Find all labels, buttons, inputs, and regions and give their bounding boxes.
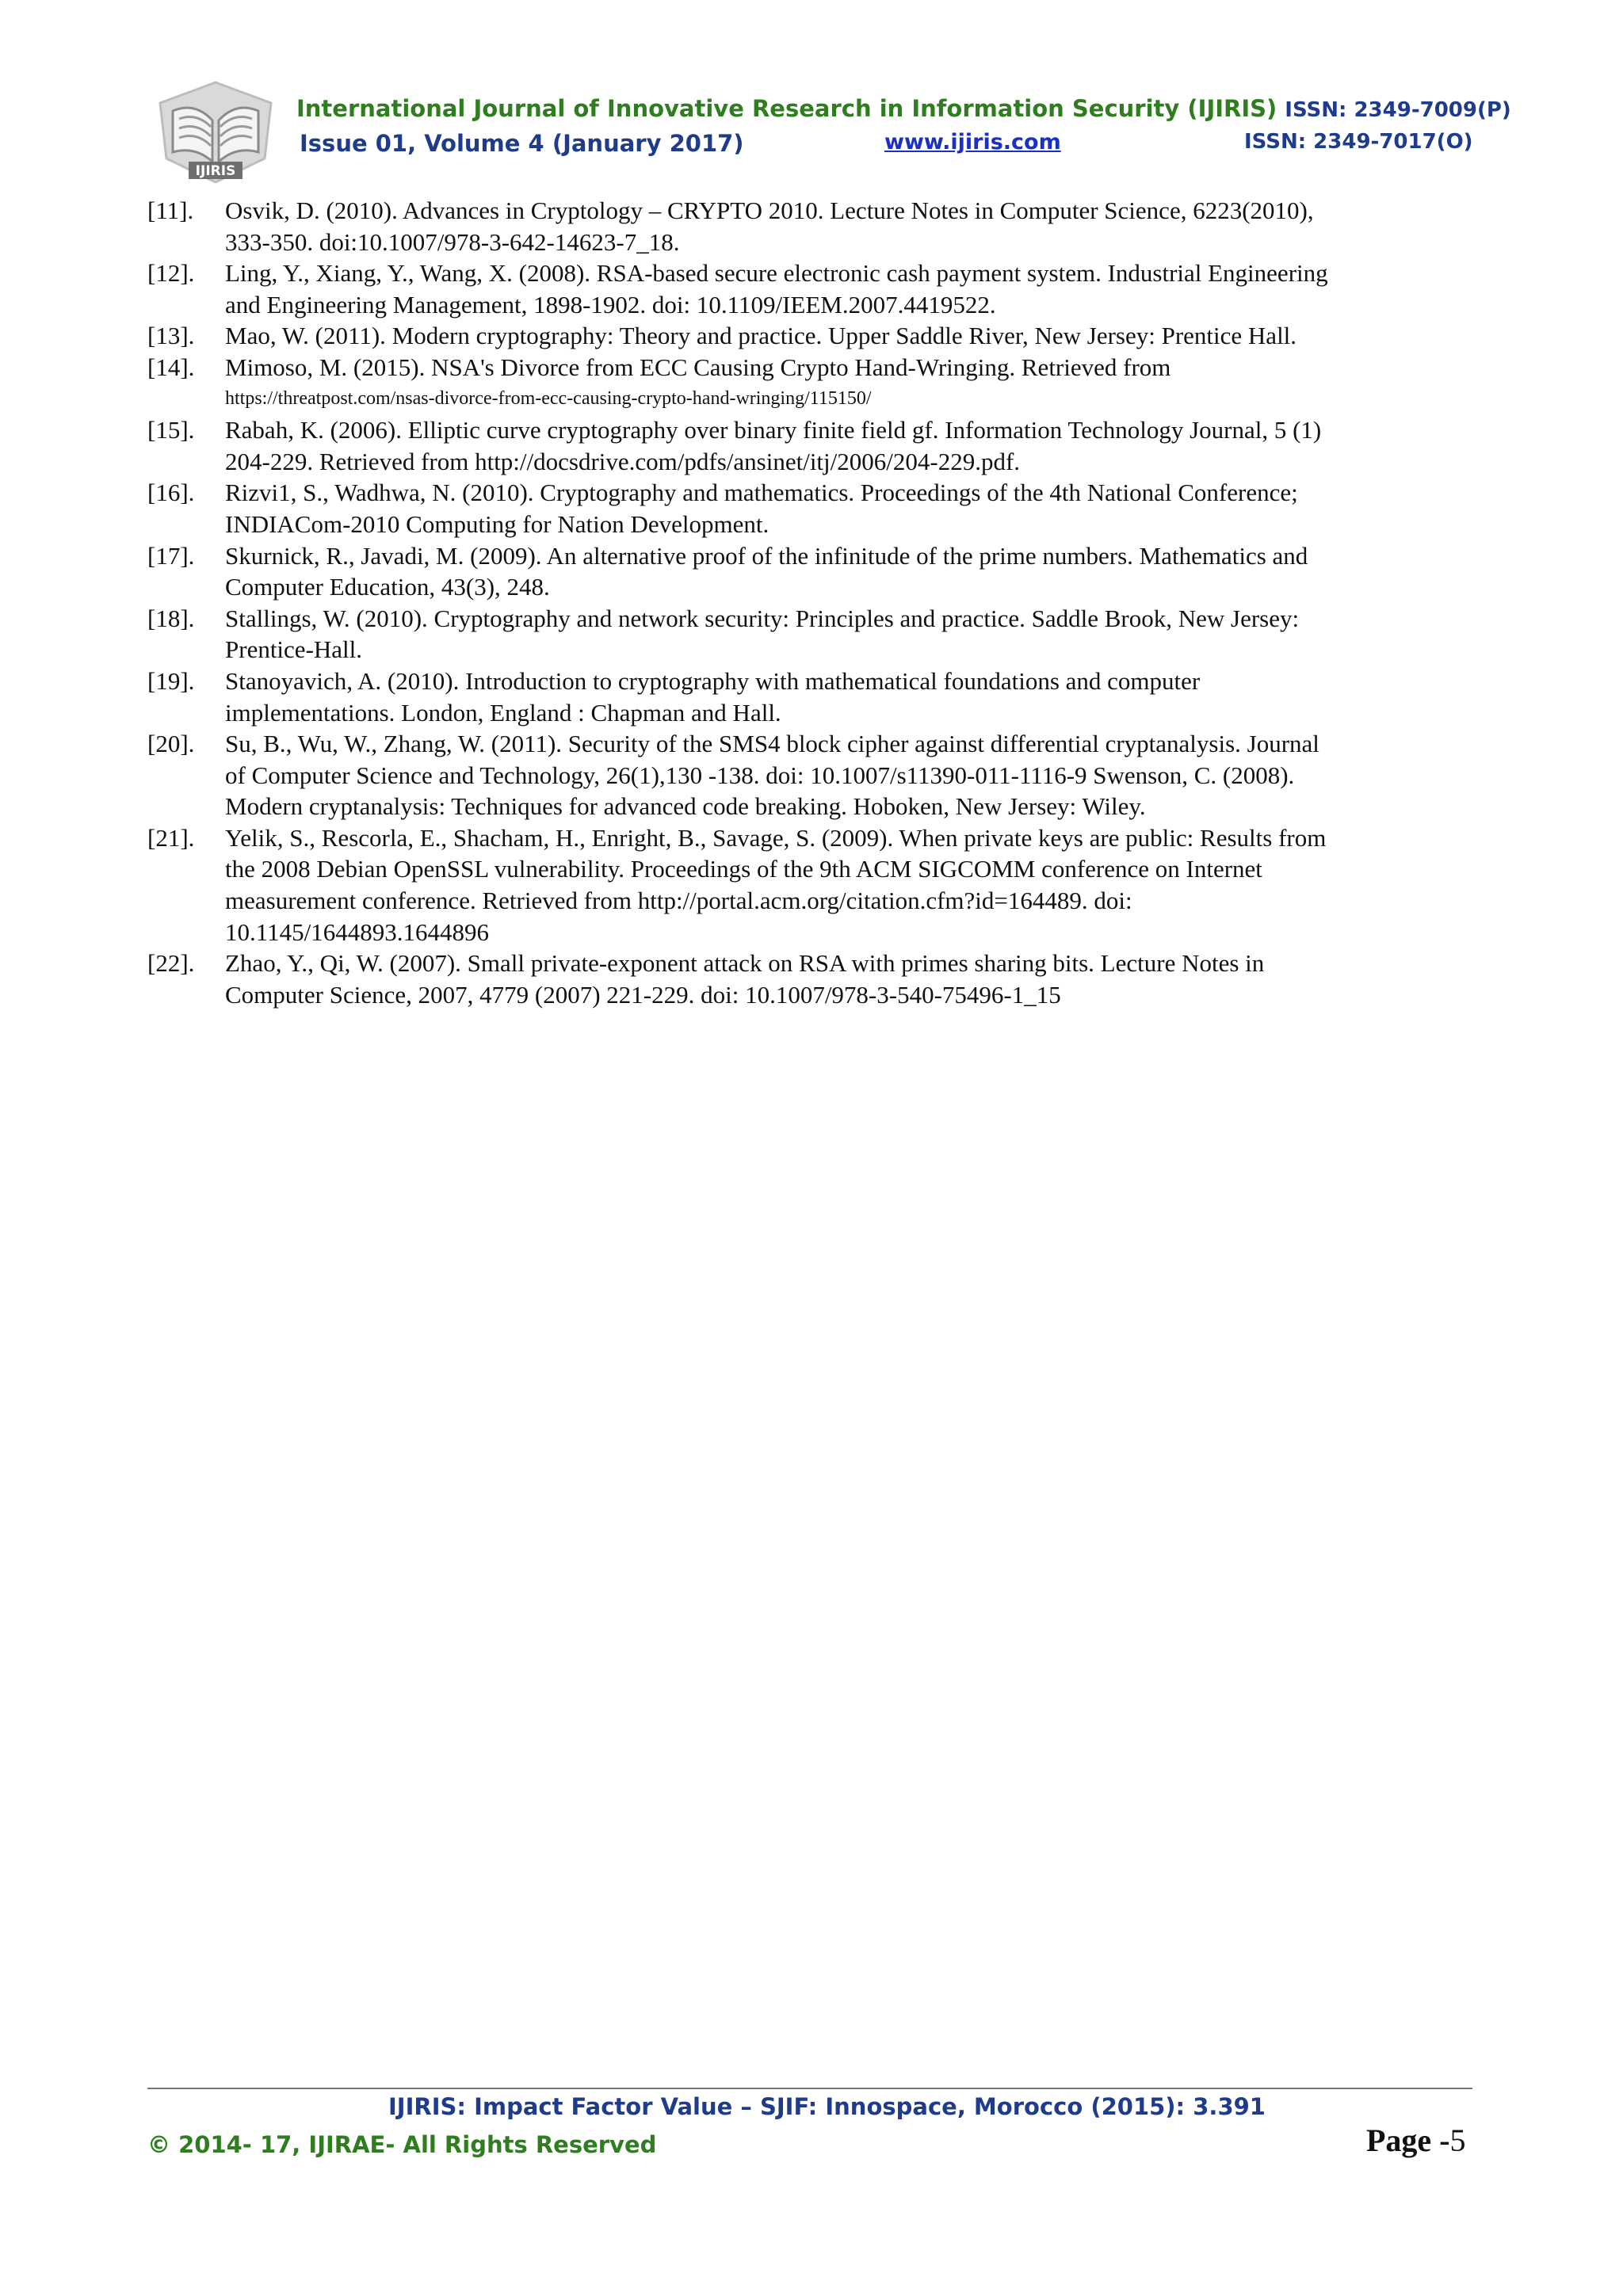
impact-factor: IJIRIS: Impact Factor Value – SJIF: Innospace, Morocco (2015): 3.391 <box>388 2093 1266 2120</box>
reference-text: Zhao, Y., Qi, W. (2007). Small private-exponent attack on RSA with primes sharing bits. Lecture Notes in Computer Science, 2007, 4779 (2007) 221-229. doi: 10.1007/978-3-540-75496-1_15 <box>225 949 1265 1009</box>
reference-list <box>147 195 1479 1010</box>
reference-text: Mimoso, M. (2015). NSA's Divorce from ECC Causing Crypto Hand-Wringing. Retrieved from https://threatpost.com/nsas-divorce-from-ecc-causing-crypto-hand-wringing/115150/ <box>225 352 1479 414</box>
issue-info: Issue 01, Volume 4 (January 2017) <box>300 130 744 157</box>
reference-number: [13]. <box>147 322 195 350</box>
reference-text: Ling, Y., Xiang, Y., Wang, X. (2008). RSA-based secure electronic cash payment system. Industrial Engineering and Engineering Management, 1898-1902. doi: 10.1109/IEEM.2007.4419522. <box>225 259 1328 318</box>
reference-item <box>147 414 1479 477</box>
reference-item <box>147 352 1479 414</box>
reference-item <box>147 195 1479 257</box>
footer-divider <box>147 2088 1472 2089</box>
reference-text: Rabah, K. (2006). Elliptic curve cryptography over binary finite field gf. Information Technology Journal, 5 (1) 204-229. Retrieved from http://docsdrive.com/pdfs/ansinet/itj/2006/204-229.pdf. <box>225 416 1322 475</box>
reference-number: [18]. <box>147 604 195 632</box>
header-line-1 <box>296 95 1511 122</box>
reference-item <box>147 320 1479 352</box>
reference-number: [16]. <box>147 479 195 507</box>
reference-item <box>147 477 1479 540</box>
reference-number: [14]. <box>147 353 195 381</box>
reference-item <box>147 822 1479 948</box>
journal-title: International Journal of Innovative Research in Information Security (IJIRIS) <box>296 95 1277 122</box>
reference-item <box>147 540 1479 603</box>
reference-text: Osvik, D. (2010). Advances in Cryptology – CRYPTO 2010. Lecture Notes in Computer Science, 6223(2010), 333-350. doi:10.1007/978-3-642-14623-7_18. <box>225 196 1314 256</box>
reference-number: [12]. <box>147 259 195 288</box>
reference-text: Stanoyavich, A. (2010). Introduction to cryptography with mathematical foundations and computer implementations. London, England : Chapman and Hall. <box>225 666 1201 727</box>
reference-item <box>147 603 1479 666</box>
journal-url-link[interactable]: www.ijiris.com <box>884 130 1061 154</box>
journal-logo <box>155 79 276 185</box>
reference-text: Stallings, W. (2010). Cryptography and network security: Principles and practice. Saddle Brook, New Jersey: Prentice-Hall. <box>225 604 1300 664</box>
issn-print: ISSN: 2349-7009(P) <box>1285 98 1511 122</box>
reference-number: [17]. <box>147 541 195 570</box>
reference-number: [11]. <box>147 196 194 224</box>
reference-number: [21]. <box>147 823 195 852</box>
reference-number: [22]. <box>147 949 195 978</box>
reference-text: Rizvi1, S., Wadhwa, N. (2010). Cryptography and mathematics. Proceedings of the 4th National Conference; INDIACom-2010 Computing for Nation Development. <box>225 479 1298 538</box>
reference-text: Mao, W. (2011). Modern cryptography: Theory and practice. Upper Saddle River, New Jersey: Prentice Hall. <box>225 322 1297 350</box>
reference-number: [19]. <box>147 666 195 695</box>
reference-item <box>147 666 1479 728</box>
reference-url-link[interactable]: https://threatpost.com/nsas-divorce-from-ecc-causing-crypto-hand-wringing/115150/ <box>225 387 872 409</box>
copyright: © 2014- 17, IJIRAE- All Rights Reserved <box>147 2131 657 2158</box>
page-number <box>1366 2122 1466 2159</box>
issn-online: ISSN: 2349-7017(O) <box>1244 130 1473 154</box>
reference-item <box>147 257 1479 320</box>
reference-item <box>147 728 1479 822</box>
reference-number: [20]. <box>147 730 195 758</box>
reference-item <box>147 948 1479 1010</box>
reference-text: Yelik, S., Rescorla, E., Shacham, H., Enright, B., Savage, S. (2009). When private keys are public: Results from the 2008 Debian OpenSSL vulnerability. Proceedings of the 9th ACM SIGCOMM conference on Internet measurement conference. Retrieved from http://portal.acm.org/citation.cfm?id=164489. doi: 10.1145/1644893.1644896 <box>225 823 1327 946</box>
page-label: Page - <box>1366 2122 1450 2158</box>
reference-text: Su, B., Wu, W., Zhang, W. (2011). Security of the SMS4 block cipher against differential cryptanalysis. Journal of Computer Science and Technology, 26(1),130 -138. doi: 10.1007/s11390-011-1116-9 Swenson, C. (2008). Modern cryptanalysis: Techniques for advanced code breaking. Hoboken, New Jersey: Wiley. <box>225 730 1319 821</box>
page-value: 5 <box>1449 2122 1466 2158</box>
reference-text: Skurnick, R., Javadi, M. (2009). An alternative proof of the infinitude of the prime numbers. Mathematics and Computer Education, 43(3), 248. <box>225 541 1308 601</box>
svg-text:IJIRIS: IJIRIS <box>195 163 236 179</box>
reference-number: [15]. <box>147 416 195 444</box>
